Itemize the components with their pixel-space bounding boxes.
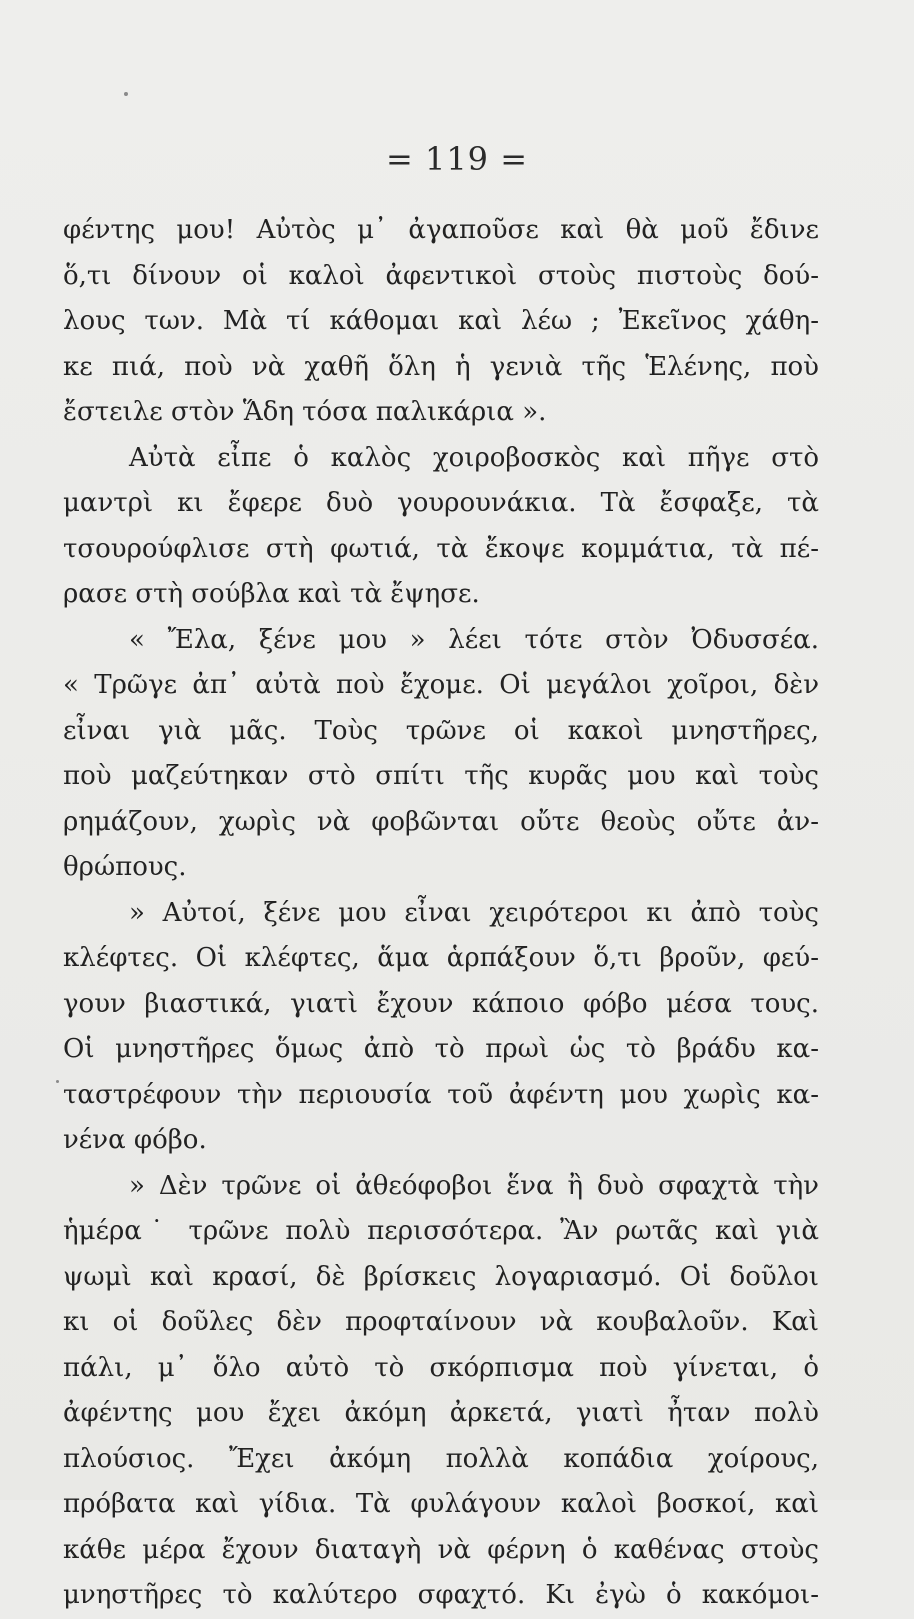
- text-line: θρώπους.: [63, 852, 187, 882]
- text-line: κλέφτες. Οἱ κλέφτες, ἅμα ἁρπάξουν ὅ,τι βροῦν, φεύ-: [63, 943, 819, 973]
- text-line: πάλι, μ᾽ ὅλο αὐτὸ τὸ σκόρπισμα ποὺ γίνεται, ὁ: [63, 1352, 819, 1383]
- ink-speck: [124, 92, 128, 96]
- text-line: φέντης μου! Αὐτὸς μ᾽ ἀγαποῦσε καὶ θὰ μοῦ ἔδινε: [63, 215, 819, 245]
- text-line: ποὺ μαζεύτηκαν στὸ σπίτι τῆς κυρᾶς μου καὶ τοὺς: [63, 761, 819, 791]
- text-line: ψωμὶ καὶ κρασί, δὲ βρίσκεις λογαριασμό. Οἱ δοῦλοι: [63, 1261, 819, 1292]
- text-line: πλούσιος. Ἔχει ἀκόμη πολλὰ κοπάδια χοίρους,: [63, 1443, 819, 1474]
- page-number: = 119 =: [385, 140, 529, 178]
- text-line: κάθε μέρα ἔχουν διαταγὴ νὰ φέρνη ὁ καθένας στοὺς: [63, 1534, 819, 1565]
- text-line: ὅ,τι δίνουν οἱ καλοὶ ἀφεντικοὶ στοὺς πιστοὺς δού-: [63, 260, 819, 291]
- text-line: εἶναι γιὰ μᾶς. Τοὺς τρῶνε οἱ κακοὶ μνηστῆρες,: [63, 715, 819, 746]
- text-line: ἡμέρα˙ τρῶνε πολὺ περισσότερα. Ἂν ρωτᾶς καὶ γιὰ: [63, 1216, 819, 1246]
- text-line: ἀφέντης μου ἔχει ἀκόμη ἀρκετά, γιατὶ ἦταν πολὺ: [63, 1398, 819, 1428]
- text-line: ταστρέφουν τὴν περιουσία τοῦ ἀφέντη μου χωρὶς κα-: [63, 1079, 819, 1110]
- text-line: πρόβατα καὶ γίδια. Τὰ φυλάγουν καλοὶ βοσκοί, καὶ: [63, 1489, 819, 1519]
- text-line: νένα φόβο.: [63, 1125, 207, 1155]
- text-line: ἔστειλε στὸν Ἅδη τόσα παλικάρια ».: [63, 397, 547, 427]
- text-line: κε πιά, ποὺ νὰ χαθῆ ὅλη ἡ γενιὰ τῆς Ἑλένης, ποὺ: [63, 351, 819, 382]
- text-line: μνηστῆρες τὸ καλύτερο σφαχτό. Κι ἐγὼ ὁ κακόμοι-: [63, 1580, 819, 1610]
- text-line: Οἱ μνηστῆρες ὅμως ἀπὸ τὸ πρωὶ ὡς τὸ βράδυ κα-: [63, 1034, 819, 1064]
- ink-speck: [56, 1080, 59, 1083]
- text-line: « Τρῶγε ἀπ᾽ αὐτὰ ποὺ ἔχομε. Οἱ μεγάλοι χοῖροι, δὲν: [63, 670, 819, 700]
- text-line: ρασε στὴ σούβλα καὶ τὰ ἔψησε.: [63, 579, 480, 609]
- text-line: γουν βιαστικά, γιατὶ ἔχουν κάποιο φόβο μέσα τους.: [63, 988, 819, 1019]
- text-line: Αὐτὰ εἶπε ὁ καλὸς χοιροβοσκὸς καὶ πῆγε στὸ: [129, 442, 819, 473]
- text-line: » Δὲν τρῶνε οἱ ἀθεόφοβοι ἕνα ἢ δυὸ σφαχτὰ τὴν: [129, 1170, 819, 1201]
- text-line: ρημάζουν, χωρὶς νὰ φοβῶνται οὔτε θεοὺς οὔτε ἀν-: [63, 806, 819, 837]
- text-line: μαντρὶ κι ἔφερε δυὸ γουρουνάκια. Τὰ ἔσφαξε, τὰ: [63, 488, 819, 518]
- body-text: [63, 208, 819, 1619]
- text-line: » Αὐτοί, ξένε μου εἶναι χειρότεροι κι ἀπὸ τοὺς: [129, 897, 819, 928]
- text-line: λους των. Μὰ τί κάθομαι καὶ λέω ; Ἐκεῖνος χάθη-: [63, 306, 819, 336]
- text-line: κι οἱ δοῦλες δὲν προφταίνουν νὰ κουβαλοῦν. Καὶ: [63, 1307, 819, 1337]
- text-line: « Ἔλα, ξένε μου » λέει τότε στὸν Ὀδυσσέα.: [129, 624, 819, 655]
- text-line: τσουρούφλισε στὴ φωτιά, τὰ ἔκοψε κομμάτια, τὰ πέ-: [63, 533, 819, 564]
